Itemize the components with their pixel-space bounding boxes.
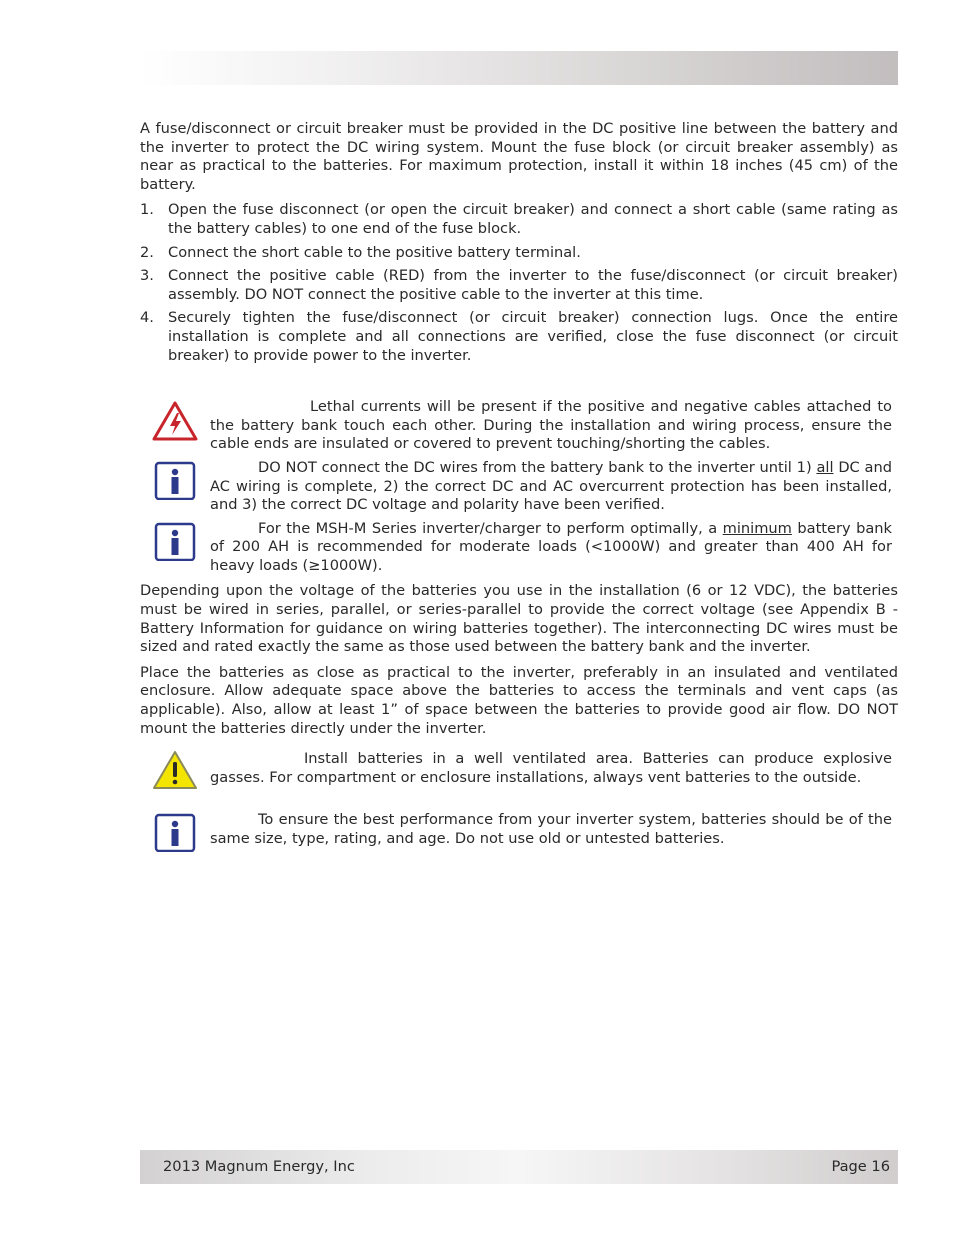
step-item: 1. Open the fuse disconnect (or open the circuit breaker) and connect a short cable (same rating as the battery cables) to one end of the fuse block. xyxy=(140,201,898,237)
info-note-battery-match: To ensure the best performance from your inverter system, batteries should be of the same size, type, rating, and age. Do not use old or untested batteries. xyxy=(140,811,898,848)
step-item: 3. Connect the positive cable (RED) from the inverter to the fuse/disconnect (or circuit breaker) assembly. DO NOT connect the positive cable to the inverter at this time. xyxy=(140,267,898,303)
ventilation-warning-note: Install batteries in a well ventilated area. Batteries can produce explosive gasses. For compartment or enclosure installations, always vent batteries to the outside. xyxy=(140,750,898,787)
steps-list xyxy=(140,201,898,365)
info-icon xyxy=(152,521,198,561)
info-note-battery-size: For the MSH-M Series inverter/charger to perform optimally, a minimum battery bank of 200 AH is recommended for moderate loads (<1000W) and greater than 400 AH for heavy loads (≥1000W). xyxy=(140,520,898,576)
info-note-wiring: DO NOT connect the DC wires from the battery bank to the inverter until 1) all DC and AC wiring is complete, 2) the correct DC and AC overcurrent protection has been installed, and 3) the correct DC voltage and polarity have been verified. xyxy=(140,459,898,515)
info-icon xyxy=(152,460,198,500)
intro-paragraph: A fuse/disconnect or circuit breaker must be provided in the DC positive line between the battery and the inverter to protect the DC wiring system. Mount the fuse block (or circuit breaker assembly) as near as practical to the batteries. For maximum protection, install it within 18 inches (45 cm) of the battery. xyxy=(140,120,898,193)
footer-page-number: Page 16 xyxy=(831,1158,890,1175)
placement-paragraph: Place the batteries as close as practical to the inverter, preferably in an insulated and ventilated enclosure. Allow adequate space above the batteries to access the terminals and vent caps (as applicable). Also, allow at least 1” of space between the batteries to provide good air flow. DO NOT mount the batteries directly under the inverter. xyxy=(140,663,898,737)
step-item: 4. Securely tighten the fuse/disconnect (or circuit breaker) connection lugs. Once the entire installation is complete and all connections are verified, close the fuse disconnect (or circuit breaker) to provide power to the inverter. xyxy=(140,309,898,364)
footer-bar xyxy=(140,1150,898,1184)
wiring-paragraph: Depending upon the voltage of the batteries you use in the installation (6 or 12 VDC), the batteries must be wired in series, parallel, or series-parallel to provide the correct voltage (see Appendix B - Battery Information for guidance on wiring batteries together). The interconnecting DC wires must be sized and rated exactly the same as those used between the battery bank and the inverter. xyxy=(140,582,898,656)
page-content xyxy=(140,120,898,849)
step-item: 2. Connect the short cable to the positive battery terminal. xyxy=(140,243,581,261)
info-icon xyxy=(152,812,198,852)
shock-hazard-note: Lethal currents will be present if the positive and negative cables attached to the battery bank touch each other. During the installation and wiring process, ensure the cable ends are insulated or covered to prevent touching/shorting the cables. xyxy=(140,398,898,454)
electrical-shock-hazard-icon xyxy=(152,401,198,441)
caution-warning-icon xyxy=(152,750,198,790)
header-bar xyxy=(140,51,898,85)
footer-copyright: 2013 Magnum Energy, Inc xyxy=(163,1158,355,1175)
